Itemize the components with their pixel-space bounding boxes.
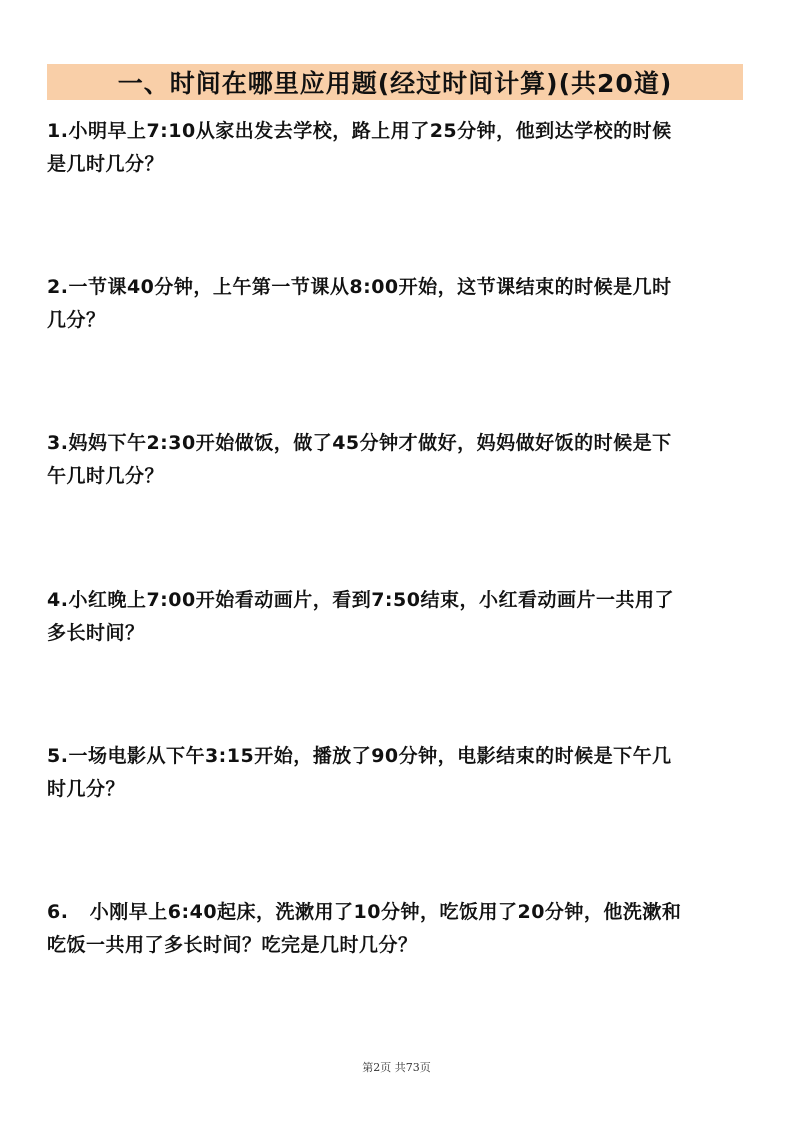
question-2 [47, 271, 747, 337]
section-title: 一、时间在哪里应用题(经过时间计算)(共20道) [117, 69, 673, 98]
question-5 [47, 740, 747, 806]
question-4-line-2: 多长时间？ [47, 622, 145, 644]
question-4 [47, 584, 747, 650]
question-6-line-1: 6. 小刚早上6:40起床，洗漱用了10分钟，吃饭用了20分钟，他洗漱和 [47, 901, 682, 923]
question-6-line-2: 吃饭一共用了多长时间？吃完是几时几分？ [47, 934, 418, 956]
question-4-line-1: 4.小红晚上7:00开始看动画片，看到7:50结束，小红看动画片一共用了 [47, 589, 674, 611]
question-3 [47, 427, 747, 493]
question-6 [47, 896, 747, 962]
question-2-line-1: 2.一节课40分钟，上午第一节课从8:00开始，这节课结束的时候是几时 [47, 276, 672, 298]
question-1-line-2: 是几时几分？ [47, 153, 165, 175]
section-title-bar [47, 64, 743, 100]
question-5-line-1: 5.一场电影从下午3:15开始，播放了90分钟，电影结束的时候是下午几 [47, 745, 672, 767]
question-3-line-2: 午几时几分？ [47, 465, 165, 487]
question-2-line-2: 几分？ [47, 309, 106, 331]
question-1-line-1: 1.小明早上7:10从家出发去学校，路上用了25分钟，他到达学校的时候 [47, 120, 672, 142]
question-1 [47, 115, 747, 181]
question-3-line-1: 3.妈妈下午2:30开始做饭，做了45分钟才做好，妈妈做好饭的时候是下 [47, 432, 672, 454]
page-footer: 第2页 共73页 [362, 1061, 431, 1074]
question-5-line-2: 时几分？ [47, 778, 126, 800]
